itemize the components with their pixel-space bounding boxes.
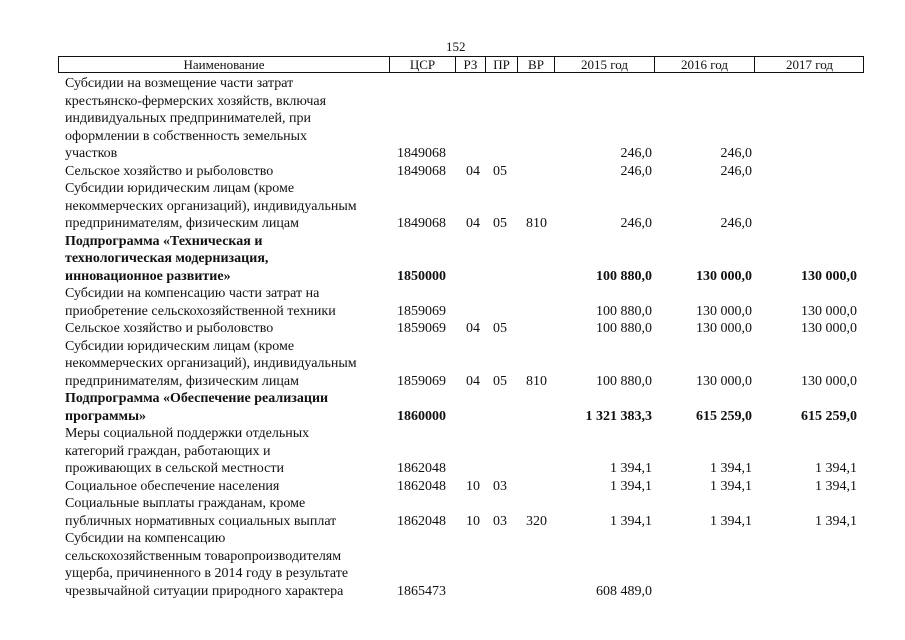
table-header xyxy=(58,56,864,73)
cell-rz: 04 xyxy=(466,163,480,179)
cell-y2017: 130 000,0 xyxy=(801,373,857,389)
row-name-line: оформлении в собственность земельных xyxy=(65,128,308,144)
cell-y2016: 246,0 xyxy=(720,216,752,231)
row-name-line: Субсидии на возмещение части затрат xyxy=(65,76,294,91)
cell-vr: 810 xyxy=(526,373,547,389)
header-name: Наименование xyxy=(183,57,265,72)
cell-y2015: 100 880,0 xyxy=(596,373,652,389)
cell-y2015: 246,0 xyxy=(620,216,652,231)
cell-y2015: 246,0 xyxy=(620,163,652,179)
cell-csr: 1849068 xyxy=(397,216,446,231)
cell-y2017: 1 394,1 xyxy=(815,478,857,494)
cell-rz: 04 xyxy=(466,373,480,389)
cell-y2016: 615 259,0 xyxy=(696,408,752,424)
cell-csr: 1859069 xyxy=(397,373,446,389)
row-name-line: Социальные выплаты гражданам, кроме xyxy=(65,496,306,511)
cell-y2016: 130 000,0 xyxy=(696,321,752,336)
header-csr: ЦСР xyxy=(389,57,455,72)
cell-csr: 1859069 xyxy=(397,321,446,336)
page-number: 152 xyxy=(446,39,466,54)
cell-y2015: 1 321 383,3 xyxy=(585,408,652,424)
row-name-line: технологическая модернизация, xyxy=(65,251,269,266)
row-name-line: Субсидии юридическим лицам (кроме xyxy=(65,338,295,354)
row-name-line: участков xyxy=(65,146,118,161)
cell-csr: 1849068 xyxy=(397,163,446,179)
cell-y2015: 100 880,0 xyxy=(596,268,652,284)
header-2016: 2016 год xyxy=(654,57,754,72)
cell-y2015: 1 394,1 xyxy=(610,478,652,494)
cell-y2016: 246,0 xyxy=(720,163,752,179)
cell-rz: 04 xyxy=(466,216,480,231)
cell-y2015: 100 880,0 xyxy=(596,303,652,319)
cell-y2015: 608 489,0 xyxy=(596,583,652,599)
row-name-line: Сельское хозяйство и рыболовство xyxy=(65,163,274,179)
cell-csr: 1849068 xyxy=(397,146,446,161)
row-name-line: Субсидии на компенсацию xyxy=(65,531,226,546)
cell-y2017: 130 000,0 xyxy=(801,321,857,336)
cell-y2015: 246,0 xyxy=(620,146,652,161)
header-rz: РЗ xyxy=(455,57,485,72)
cell-y2017: 1 394,1 xyxy=(815,461,857,476)
cell-pr: 03 xyxy=(493,513,507,529)
row-name-line: категорий граждан, работающих и xyxy=(65,443,271,459)
cell-y2016: 130 000,0 xyxy=(696,268,752,284)
cell-y2016: 1 394,1 xyxy=(710,461,752,476)
row-name-line: крестьянско-фермерских хозяйств, включая xyxy=(65,93,327,109)
cell-y2016: 130 000,0 xyxy=(696,303,752,319)
cell-y2016: 1 394,1 xyxy=(710,478,752,494)
row-name-line: предпринимателям, физическим лицам xyxy=(65,216,299,231)
row-name-line: инновационное развитие» xyxy=(65,268,231,284)
row-name-line: некоммерческих организаций), индивидуальным xyxy=(65,356,357,371)
header-2015: 2015 год xyxy=(554,57,654,72)
cell-csr: 1860000 xyxy=(397,408,446,424)
cell-vr: 810 xyxy=(526,216,547,231)
cell-y2016: 246,0 xyxy=(720,146,752,161)
cell-csr: 1865473 xyxy=(397,583,446,599)
cell-csr: 1862048 xyxy=(397,478,446,494)
row-name-line: индивидуальных предпринимателей, при xyxy=(65,111,311,126)
row-name-line: сельскохозяйственным товаропроизводителям xyxy=(65,548,342,564)
cell-pr: 05 xyxy=(493,373,507,389)
cell-rz: 04 xyxy=(466,321,480,336)
row-name-line: программы» xyxy=(65,408,146,424)
row-name-line: некоммерческих организаций), индивидуальным xyxy=(65,198,357,214)
row-name-line: Субсидии на компенсацию части затрат на xyxy=(65,286,320,301)
row-name-line: Подпрограмма «Обеспечение реализации xyxy=(65,391,329,406)
row-name-line: ущерба, причиненного в 2014 году в результате xyxy=(65,566,349,581)
cell-y2017: 1 394,1 xyxy=(815,513,857,529)
row-name-line: Субсидии юридическим лицам (кроме xyxy=(65,181,295,196)
header-2017: 2017 год xyxy=(754,57,864,72)
cell-rz: 10 xyxy=(466,478,480,494)
row-name-line: приобретение сельскохозяйственной техники xyxy=(65,303,336,319)
row-name-line: Меры социальной поддержки отдельных xyxy=(65,426,310,441)
cell-y2015: 100 880,0 xyxy=(596,321,652,336)
cell-csr: 1859069 xyxy=(397,303,446,319)
header-vr: ВР xyxy=(517,57,554,72)
cell-vr: 320 xyxy=(526,513,547,529)
header-pr: ПР xyxy=(485,57,517,72)
row-name-line: Сельское хозяйство и рыболовство xyxy=(65,321,274,336)
row-name-line: публичных нормативных социальных выплат xyxy=(65,513,337,529)
cell-y2017: 615 259,0 xyxy=(801,408,857,424)
cell-y2015: 1 394,1 xyxy=(610,513,652,529)
cell-csr: 1862048 xyxy=(397,461,446,476)
cell-y2017: 130 000,0 xyxy=(801,303,857,319)
cell-rz: 10 xyxy=(466,513,480,529)
cell-pr: 03 xyxy=(493,478,507,494)
row-name-line: чрезвычайной ситуации природного характера xyxy=(65,583,344,599)
cell-csr: 1850000 xyxy=(397,268,446,284)
cell-y2016: 1 394,1 xyxy=(710,513,752,529)
row-name-line: Социальное обеспечение населения xyxy=(65,478,280,494)
cell-csr: 1862048 xyxy=(397,513,446,529)
cell-y2015: 1 394,1 xyxy=(610,461,652,476)
cell-y2016: 130 000,0 xyxy=(696,373,752,389)
row-name-line: Подпрограмма «Техническая и xyxy=(65,233,263,249)
cell-pr: 05 xyxy=(493,163,507,179)
cell-y2017: 130 000,0 xyxy=(801,268,857,284)
cell-pr: 05 xyxy=(493,321,507,336)
row-name-line: проживающих в сельской местности xyxy=(65,461,284,476)
row-name-line: предпринимателям, физическим лицам xyxy=(65,373,299,389)
cell-pr: 05 xyxy=(493,216,507,231)
